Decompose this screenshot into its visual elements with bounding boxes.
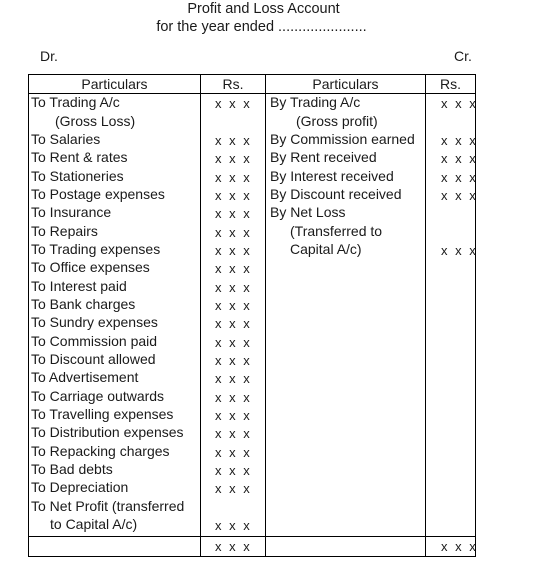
debit-row-label: To Trading expenses: [31, 241, 161, 257]
debit-side-label: Dr.: [40, 48, 58, 64]
debit-row-label: To Advertisement: [31, 369, 139, 385]
credit-row-amount: x x x: [441, 170, 478, 185]
credit-row-amount: x x x: [441, 188, 478, 203]
ledger-top-rule: [28, 74, 476, 75]
debit-row-amount: x x x: [215, 481, 252, 496]
debit-row-label: To Bank charges: [31, 296, 136, 312]
debit-row-amount: x x x: [215, 133, 252, 148]
credit-row-label: By Interest received: [270, 168, 394, 184]
credit-side-label: Cr.: [454, 48, 472, 64]
debit-row-amount: x x x: [215, 206, 252, 221]
debit-row-label: To Distribution expenses: [31, 424, 184, 440]
credit-row-label: By Trading A/c: [270, 94, 361, 110]
credit-total: x x x: [441, 539, 478, 554]
debit-row-amount: x x x: [215, 170, 252, 185]
debit-row-label: To Repacking charges: [31, 443, 170, 459]
credit-row-label: By Net Loss: [270, 204, 346, 220]
right-particulars-header: Particulars: [312, 76, 379, 92]
debit-row-amount: x x x: [215, 463, 252, 478]
debit-row-amount: x x x: [215, 243, 252, 258]
debit-row-label: To Discount allowed: [31, 351, 156, 367]
debit-row-amount: x x x: [215, 280, 252, 295]
debit-row-label: To Repairs: [31, 223, 98, 239]
ledger-left-border: [28, 74, 29, 557]
credit-row-amount: x x x: [441, 151, 478, 166]
debit-row-label: To Interest paid: [31, 278, 127, 294]
credit-row-label: (Gross profit): [296, 113, 378, 129]
debit-row-amount: x x x: [215, 335, 252, 350]
ledger-total-top-rule: [28, 536, 476, 537]
debit-row-amount: x x x: [215, 371, 252, 386]
right-rs-header: Rs.: [440, 76, 461, 92]
credit-row-amount: x x x: [441, 243, 478, 258]
debit-row-amount: x x x: [215, 408, 252, 423]
debit-row-amount: x x x: [215, 353, 252, 368]
credit-row-label: By Rent received: [270, 149, 377, 165]
debit-row-amount: x x x: [215, 445, 252, 460]
debit-row-label: To Office expenses: [31, 259, 150, 275]
credit-row-amount: x x x: [441, 96, 478, 111]
debit-row-amount: x x x: [215, 426, 252, 441]
ledger-bottom-rule: [28, 556, 476, 557]
debit-total: x x x: [215, 539, 252, 554]
debit-row-label: To Salaries: [31, 131, 101, 147]
debit-row-amount: x x x: [215, 390, 252, 405]
debit-row-amount: x x x: [215, 316, 252, 331]
debit-row-label: To Sundry expenses: [31, 314, 158, 330]
debit-row-label: to Capital A/c): [50, 516, 138, 532]
debit-row-label: To Travelling expenses: [31, 406, 174, 422]
account-title: Profit and Loss Account: [187, 1, 340, 17]
debit-row-label: To Trading A/c: [31, 94, 120, 110]
credit-row-label: Capital A/c): [290, 241, 362, 257]
debit-row-amount: x x x: [215, 261, 252, 276]
debit-row-amount: x x x: [215, 518, 252, 533]
debit-row-label: (Gross Loss): [55, 113, 136, 129]
debit-row-amount: x x x: [215, 225, 252, 240]
debit-row-amount: x x x: [215, 96, 252, 111]
debit-row-label: To Rent & rates: [31, 149, 128, 165]
debit-row-amount: x x x: [215, 298, 252, 313]
debit-row-label: To Postage expenses: [31, 186, 165, 202]
left-rs-header: Rs.: [222, 76, 244, 92]
credit-row-label: By Discount received: [270, 186, 402, 202]
account-period: for the year ended ......................: [156, 19, 367, 35]
debit-row-amount: x x x: [215, 151, 252, 166]
credit-row-label: By Commission earned: [270, 131, 415, 147]
credit-row-label: (Transferred to: [290, 223, 383, 239]
left-particulars-header: Particulars: [81, 76, 148, 92]
debit-row-label: To Insurance: [31, 204, 112, 220]
debit-row-label: To Bad debts: [31, 461, 113, 477]
debit-row-amount: x x x: [215, 188, 252, 203]
debit-row-label: To Carriage outwards: [31, 388, 165, 404]
debit-row-label: To Commission paid: [31, 333, 158, 349]
right-rs-divider: [425, 74, 426, 557]
center-divider: [265, 74, 266, 557]
debit-row-label: To Stationeries: [31, 168, 124, 184]
debit-row-label: To Depreciation: [31, 479, 129, 495]
left-rs-divider: [200, 74, 201, 557]
debit-row-label: To Net Profit (transferred: [31, 498, 185, 514]
credit-row-amount: x x x: [441, 133, 478, 148]
